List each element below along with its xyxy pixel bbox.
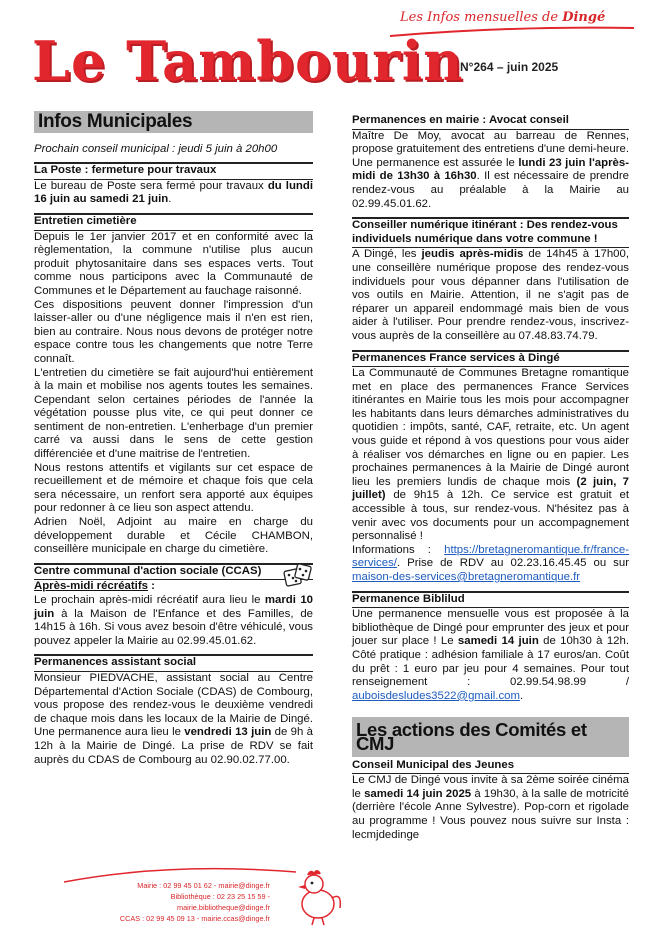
france-services-info: Informations : https://bretagneromantique.fr/france-services/. Prise de RDV au 02.23.16.45.45 ou sur maison-des-services@bretagneromantique.fr: [352, 543, 629, 583]
footer-mairie: Mairie : 02 99 45 01 62 - mairie@dinge.fr: [137, 881, 270, 890]
newsletter-title: Le Tambourin: [32, 29, 464, 93]
issue-number: N°264 – juin 2025: [460, 60, 559, 74]
cimetiere-p4: Nous restons attentifs et vigilants sur cet espace de recueillement et de mémoire et chaque fois que cela sera nécessaire, un renfort sera apporté aux équipes pour redonner à ce lieu son aspect attendu.: [34, 461, 313, 515]
section-banner-infos-municipales: Infos Municipales: [34, 111, 313, 133]
conseil-intro: Prochain conseil municipal : jeudi 5 juin à 20h00: [34, 142, 278, 155]
france-services-email-link[interactable]: maison-des-services@bretagneromantique.fr: [352, 571, 581, 583]
france-services-text: La Communauté de Communes Bretagne romantique met en place des permanences France Services itinérantes en Mairie tous les mois pour accompagner les habitants dans leurs démarches administratives du quotidien : impôts, santé, CAF, retraite, etc. Un agent vous guide et répond à vos questions pour vous aider à réaliser vos démarches en ligne ou en papier. Les prochaines permanences à la Mairie de Dingé auront lieu les premiers lundis de chaque mois (2 juin, 7 juillet) de 9h15 à 12h. Ce service est gratuit et accessible à tous, sur rendez-vous. N'hésitez pas à venir avec vos documents pour un accompagnement personnalisé !: [352, 367, 629, 543]
cmj-title: Conseil Municipal des Jeunes: [352, 759, 629, 775]
france-services-title: Permanences France services à Dingé: [352, 352, 629, 368]
poste-text: Le bureau de Poste sera fermé pour travaux du lundi 16 juin au samedi 21 juin.: [34, 179, 313, 206]
footer-bibliotheque: Bibliothèque : 02 23 25 15 59 - mairie.bibliotheque@dinge.fr: [170, 892, 270, 912]
biblilud-title: Permanence Biblilud: [352, 593, 629, 609]
avocat-title: Permanences en mairie : Avocat conseil: [352, 114, 629, 130]
ccas-subtitle: Après-midi récréatifs :: [34, 580, 155, 593]
footer-contacts: [110, 880, 270, 924]
right-column: [352, 111, 629, 842]
section-banner-comites: Les actions des Comités et CMJ: [352, 717, 629, 756]
cimetiere-p5: Adrien Noël, Adjoint au maire en charge du développement durable et Cécile CHAMBON, conseillère municipale en charge du cimetière.: [34, 516, 313, 556]
dice-icon: [283, 561, 313, 591]
social-text: Monsieur PIEDVACHE, assistant social au Centre Départemental d'Action Sociale (CDAS) de Combourg, vous propose des rendez-vous le deuxième vendredi de chaque mois dans les locaux de la Mairie de Dingé. Une permanence aura lieu le vendredi 13 juin de 9h à 12h à la Mairie de Dingé. La prise de RDV se fait auprès du CDAS de Combourg au 02.90.02.77.00.: [34, 671, 313, 766]
france-services-link[interactable]: https://bretagneromantique.fr/france-services/: [352, 543, 629, 570]
social-title: Permanences assistant social: [34, 656, 313, 672]
tagline: Les Infos mensuelles de Dingé: [400, 10, 606, 25]
left-column: [34, 111, 313, 767]
footer-ccas: CCAS : 02 99 45 09 13 - mairie.ccas@dinge.fr: [119, 914, 270, 923]
numerique-title: Conseiller numérique itinérant : Des rendez-vous individuels numérique dans votre commune !: [352, 219, 629, 248]
ccas-section: [34, 565, 313, 649]
poste-title: La Poste : fermeture pour travaux: [34, 164, 313, 180]
numerique-text: A Dingé, les jeudis après-midis de 14h45 à 17h00, une conseillère numérique propose des rendez-vous individuels pour vous dépanner dans l'utilisation de vos outils en Mairie. Attention, il ne s'agit pas de réparer un appareil endommagé mais bien de vous aider à l'utiliser. Pour prendre rendez-vous, inscrivez-vous auprès de la conseillère au 07.48.83.74.79.: [352, 248, 629, 342]
ccas-text: Le prochain après-midi récréatif aura lieu le mardi 10 juin à la Maison de l'Enfance et des Familles, de 14h15 à 16h. Si vous avez besoin d'être véhiculé, vous pouvez appeler la Mairie au 02.99.45.01.62.: [34, 594, 313, 647]
cimetiere-title: Entretien cimetière: [34, 215, 313, 231]
ccas-title: Centre communal d'action sociale (CCAS): [34, 565, 313, 581]
biblilud-text: Une permanence mensuelle vous est proposée à la bibliothèque de Dingé pour emprunter des jeux et pour jouer sur place ! Le samedi 14 juin de 10h30 à 12h. Côté pratique : adhésion familiale à 17 euros/an. Coût du prêt : 1 euro par jeu pour 4 semaines. Pour tout renseignement : 02.99.54.98.99 / auboisdesludes3522@gmail.com.: [352, 608, 629, 702]
cmj-text: Le CMJ de Dingé vous invite à sa 2ème soirée cinéma le samedi 14 juin 2025 à 19h30, à la salle de motricité (derrière l'école Anne Sylvestre). Pop-corn et rigolade au programme ! Vous pouvez nous suivre sur Insta : lecmjdedinge: [352, 774, 629, 841]
avocat-text: Maître De Moy, avocat au barreau de Rennes, propose gratuitement des entretiens d'une demi-heure. Une permanence est assurée le lundi 23 juin l'après-midi de 13h30 à 16h30. Il est nécessaire de prendre rendez-vous au préalable à la Mairie au 02.99.45.01.62.: [352, 129, 629, 210]
biblilud-email-link[interactable]: auboisdesludes3522@gmail.com: [352, 689, 520, 702]
rooster-mascot-icon: [292, 868, 344, 926]
cimetiere-p3: L'entretien du cimetière se fait aujourd'hui entièrement à la main et mobilise nos agents toutes les semaines. Cependant selon certaines périodes de l'année la végétation pousse plus vite, ce qui peut donner ce sentiment de non-entretien. L'enherbage d'un premier carré va aussi dans le sens de cette gestion différenciée et d'une maitrise de l'entretien.: [34, 366, 313, 461]
cimetiere-p1: Depuis le 1er janvier 2017 et en conformité avec la règlementation, la commune n'utilise plus aucun produit phytosanitaire dans ses espaces verts. Tout comme nous participons avec la Communauté de Communes et le Département au fauchage raisonné.: [34, 230, 313, 297]
cimetiere-p2: Ces dispositions peuvent donner l'impression d'un laisser-aller ou d'une négligence mais il n'en est rien, bien au contraire. Nous nous devons de protéger notre espace contre tous les changements que notre Terre connaît.: [34, 298, 313, 365]
